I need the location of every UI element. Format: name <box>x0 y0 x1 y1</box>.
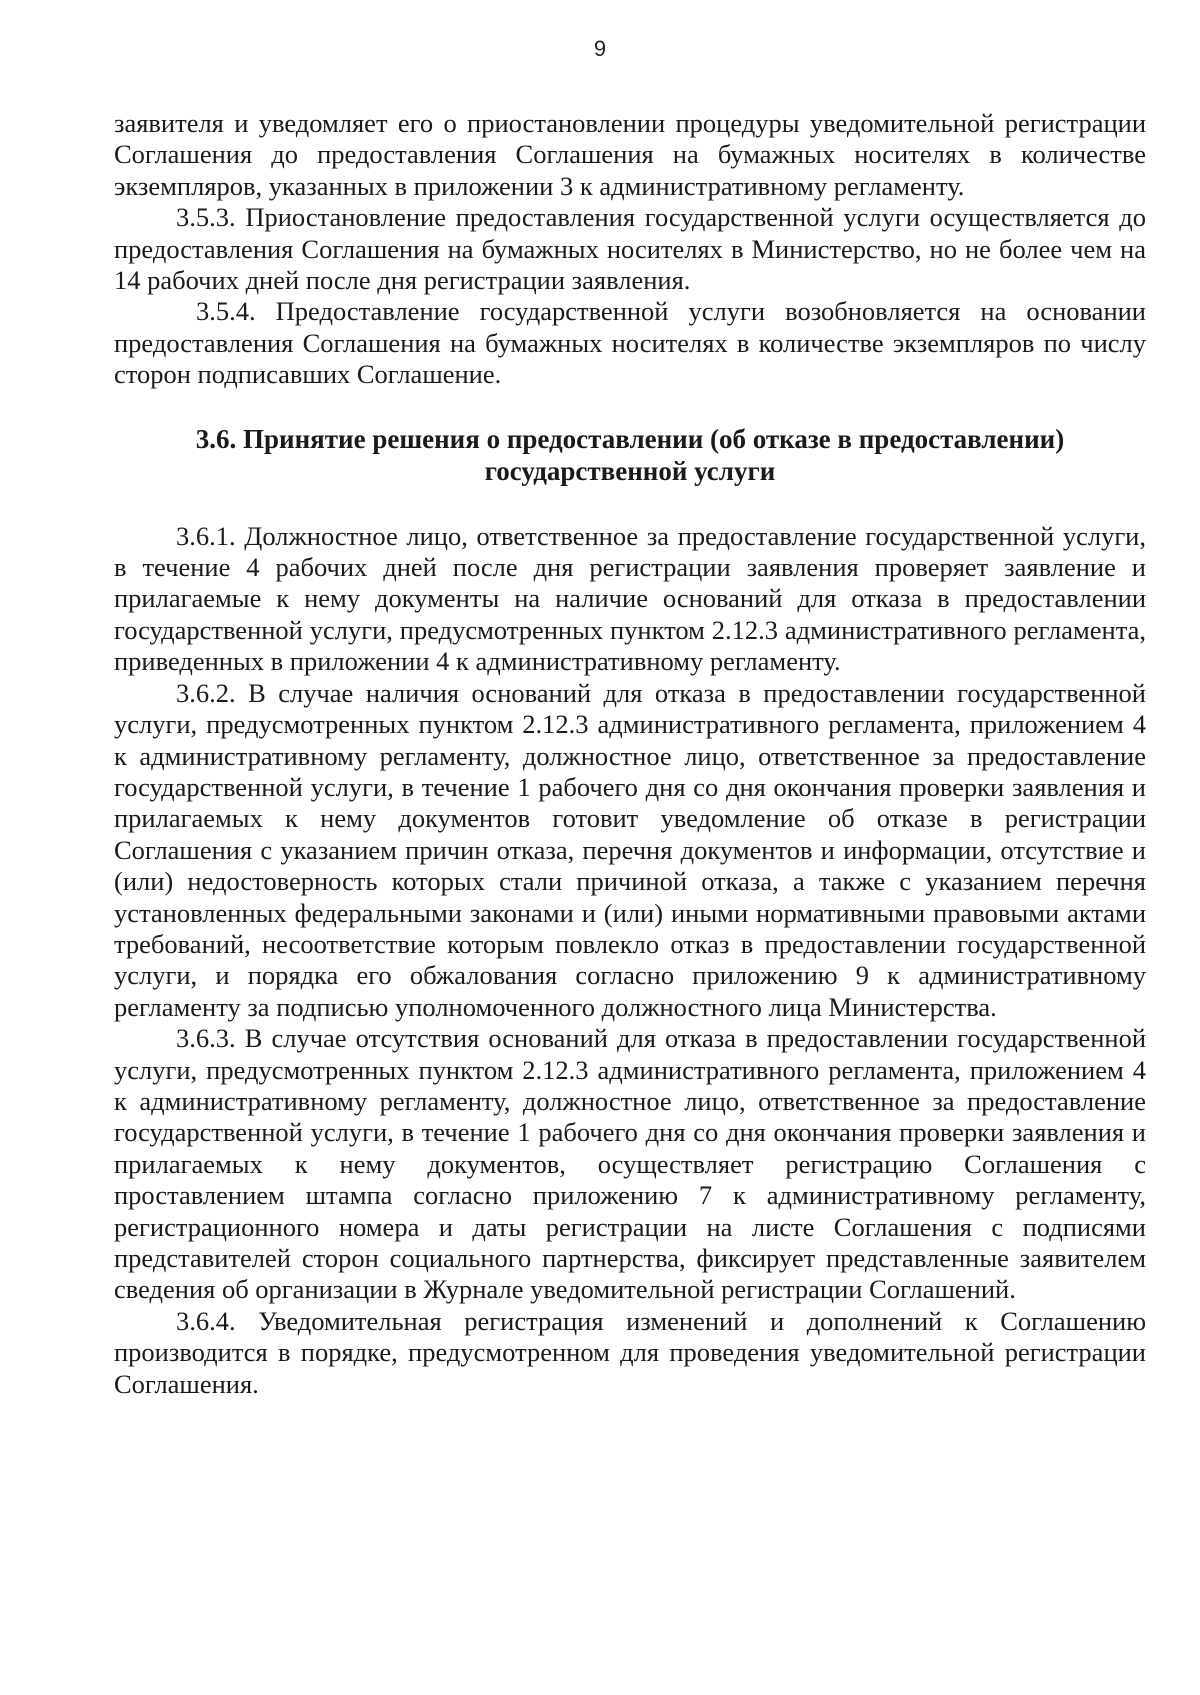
paragraph-3-6-2: 3.6.2. В случае наличия оснований для отказа в предоставлении государственной услуги, предусмотренных пунктом 2.12.3 административного регламента, приложением 4 к административному регламенту, должностное лицо, ответственное за предоставление государственной услуги, в течение 1 рабочего дня со дня окончания проверки заявления и прилагаемых к нему документов готовит уведомление об отказе в регистрации Соглашения с указанием причин отказа, перечня документов и информации, отсутствие и (или) недостоверность которых стали причиной отказа, а также с указанием перечня установленных федеральными законами и (или) иными нормативными правовыми актами требований, несоответствие которым повлекло отказ в предоставлении государственной услуги, и порядка его обжалования согласно приложению 9 к административному регламенту за подписью уполномоченного должностного лица Министерства. <box>114 677 1146 1022</box>
paragraph-3-5-2-continuation: заявителя и уведомляет его о приостановлении процедуры уведомительной регистрации Соглашения до предоставления Соглашения на бумажных носителях в количестве экземпляров, указанных в приложении 3 к административному регламенту. <box>114 108 1146 201</box>
paragraph-3-6-3: 3.6.3. В случае отсутствия оснований для отказа в предоставлении государственной услуги, предусмотренных пунктом 2.12.3 административного регламента, приложением 4 к административному регламенту, должностное лицо, ответственное за предоставление государственной услуги, в течение 1 рабочего дня со дня окончания проверки заявления и прилагаемых к нему документов, осуществляет регистрацию Соглашения с проставлением штампа согласно приложению 7 к административному регламенту, регистрационного номера и даты регистрации на листе Соглашения с подписями представителей сторон социального партнерства, фиксирует представленные заявителем сведения об организации в Журнале уведомительной регистрации Соглашений. <box>114 1023 1146 1305</box>
paragraph-3-6-1: 3.6.1. Должностное лицо, ответственное за предоставление государственной услуги, в течение 4 рабочих дней после дня регистрации заявления проверяет заявление и прилагаемые к нему документы на наличие оснований для отказа в предоставлении государственной услуги, предусмотренных пунктом 2.12.3 административного регламента, приведенных в приложении 4 к административному регламенту. <box>114 520 1146 677</box>
page-number: 9 <box>593 36 607 61</box>
section-heading-line-2: государственной услуги <box>484 455 776 486</box>
paragraph-3-5-3: 3.5.3. Приостановление предоставления государственной услуги осуществляется до предоставления Соглашения на бумажных носителях в Министерство, но не более чем на 14 рабочих дней после дня регистрации заявления. <box>114 202 1146 296</box>
section-heading-line-1: 3.6. Принятие решения о предоставлении (об отказе в предоставлении) <box>195 423 1065 454</box>
paragraph-3-6-4: 3.6.4. Уведомительная регистрация изменений и дополнений к Соглашению производится в порядке, предусмотренном для проведения уведомительной регистрации Соглашения. <box>114 1305 1146 1399</box>
paragraph-3-5-4: 3.5.4. Предоставление государственной услуги возобновляется на основании предоставления Соглашения на бумажных носителях в количестве экземпляров по числу сторон подписавших Соглашение. <box>114 296 1146 390</box>
document-body <box>114 108 1146 1400</box>
section-heading-3-6 <box>114 423 1146 487</box>
